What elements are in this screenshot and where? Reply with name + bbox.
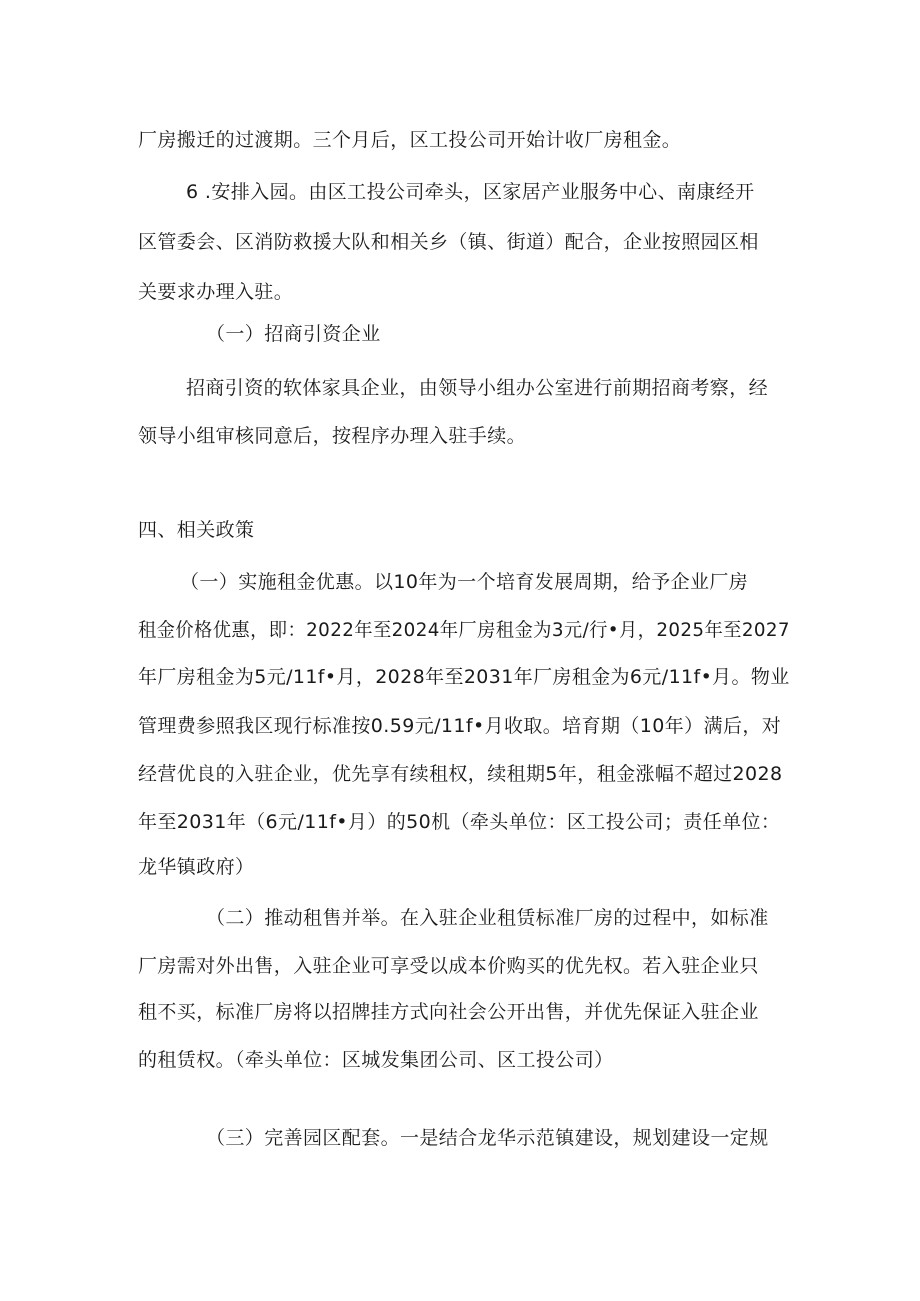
section-heading-related-policies: 四、相关政策	[138, 519, 255, 541]
paragraph-line: 关要求办理入驻。	[138, 281, 294, 303]
section-6-heading-line: 6 .安排入园。由区工投公司牵头，区家居产业服务中心、南康经开	[186, 181, 755, 203]
paragraph-line: 区管委会、区消防救援大队和相关乡（镇、街道）配合，企业按照园区相	[138, 231, 759, 253]
paragraph-line: 龙华镇政府）	[138, 856, 255, 878]
paragraph-line: 招商引资的软体家具企业，由领导小组办公室进行前期招商考察，经	[186, 377, 769, 399]
paragraph-line: 的租赁权。（牵头单位：区城发集团公司、区工投公司）	[138, 1049, 614, 1071]
paragraph-line: （三）完善园区配套。一是结合龙华示范镇建设，规划建设一定规	[206, 1127, 769, 1149]
subheading-investment-enterprises: （一）招商引资企业	[206, 323, 381, 345]
paragraph-line: 年至2031年（6元/11f•月）的50机（牵头单位：区工投公司；责任单位：	[138, 811, 781, 833]
paragraph-line: 管理费参照我区现行标准按0.59元/11f•月收取。培育期（10年）满后，对	[138, 715, 782, 737]
paragraph-line: 经营优良的入驻企业，优先享有续租权，续租期5年，租金涨幅不超过2028	[138, 763, 783, 785]
paragraph-line: 租金价格优惠，即：2022年至2024年厂房租金为3元/行•月，2025年至2027	[138, 619, 790, 641]
paragraph-line: 厂房搬迁的过渡期。三个月后，区工投公司开始计收厂房租金。	[138, 129, 682, 151]
paragraph-line: 租不买，标准厂房将以招牌挂方式向社会公开出售，并优先保证入驻企业	[138, 1001, 759, 1023]
paragraph-line: 领导小组审核同意后，按程序办理入驻手续。	[138, 425, 527, 447]
paragraph-line: （一）实施租金优惠。以10年为一个培育发展周期，给予企业厂房	[180, 571, 749, 593]
paragraph-line: （二）推动租售并举。在入驻企业租赁标准厂房的过程中，如标准	[206, 907, 769, 929]
paragraph-line: 厂房需对外出售，入驻企业可享受以成本价购买的优先权。若入驻企业只	[138, 955, 759, 977]
paragraph-line: 年厂房租金为5元/11f•月，2028年至2031年厂房租金为6元/11f•月。物业	[138, 666, 790, 688]
